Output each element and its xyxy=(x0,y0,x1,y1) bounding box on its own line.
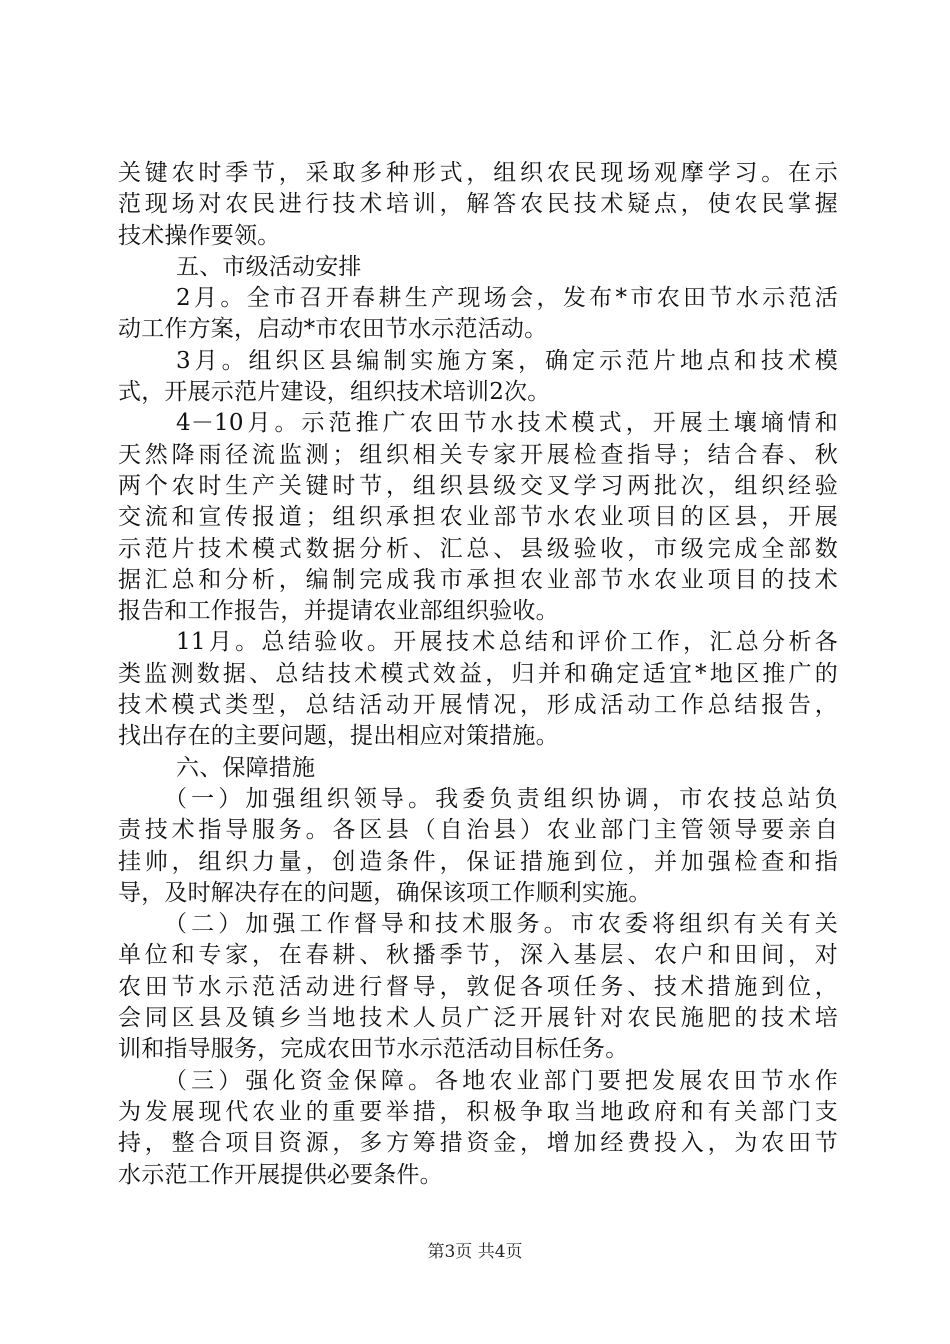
text-line: 水示范工作开展提供必要条件。 xyxy=(118,1161,443,1188)
text-line: 农田节水示范活动进行督导，敦促各项任务、技术措施到位， xyxy=(118,973,838,1000)
text-line: 范现场对农民进行技术培训，解答农民技术疑点，使农民掌握 xyxy=(118,191,838,218)
text-line: 单位和专家，在春耕、秋播季节，深入基层、农户和田间，对 xyxy=(118,942,838,969)
text-line: 六、保障措施 xyxy=(176,754,316,781)
text-line: （一）加强组织领导。我委负责组织协调，市农技总站负 xyxy=(164,785,838,812)
text-line: 动工作方案，启动*市农田节水示范活动。 xyxy=(118,316,548,343)
text-line: 责技术指导服务。各区县（自治县）农业部门主管领导要亲自 xyxy=(118,817,838,844)
text-line: 天然降雨径流监测；组织相关专家开展检查指导；结合春、秋 xyxy=(118,441,838,468)
text-line: 据汇总和分析，编制完成我市承担农业部节水农业项目的技术 xyxy=(118,566,838,593)
text-line: 挂帅，组织力量，创造条件，保证措施到位，并加强检查和指 xyxy=(118,848,838,875)
text-line: （二）加强工作督导和技术服务。市农委将组织有关有关 xyxy=(164,911,838,938)
text-line: 两个农时生产关键时节，组织县级交叉学习两批次，组织经验 xyxy=(118,472,838,499)
text-line: 交流和宣传报道；组织承担农业部节水农业项目的区县，开展 xyxy=(118,504,838,531)
text-line: 类监测数据、总结技术模式效益，归并和确定适宜*地区推广的 xyxy=(118,660,838,687)
text-line: 持，整合项目资源，多方筹措资金，增加经费投入，为农田节 xyxy=(118,1130,838,1157)
text-line: 技术操作要领。 xyxy=(118,222,281,249)
text-line: 示范片技术模式数据分析、汇总、县级验收，市级完成全部数 xyxy=(118,535,838,562)
text-line: 找出存在的主要问题，提出相应对策措施。 xyxy=(118,723,559,750)
document-body xyxy=(118,158,838,1191)
text-line: 式，开展示范片建设，组织技术培训2次。 xyxy=(118,379,551,406)
text-line: 导，及时解决存在的问题，确保该项工作顺利实施。 xyxy=(118,879,652,906)
page-footer: 第3页 共4页 xyxy=(427,1242,523,1262)
text-line: 会同区县及镇乡当地技术人员广泛开展针对农民施肥的技术培 xyxy=(118,1005,838,1032)
text-line: 关键农时季节，采取多种形式，组织农民现场观摩学习。在示 xyxy=(118,160,838,186)
text-line: 4－10月。示范推广农田节水技术模式，开展土壤墒情和 xyxy=(176,410,838,437)
text-line: 3月。组织区县编制实施方案，确定示范片地点和技术模 xyxy=(176,347,838,374)
text-line: 技术模式类型，总结活动开展情况，形成活动工作总结报告， xyxy=(118,692,838,719)
text-line: 五、市级活动安排 xyxy=(176,253,362,280)
text-line: 训和指导服务，完成农田节水示范活动目标任务。 xyxy=(118,1036,629,1063)
text-line: 2月。全市召开春耕生产现场会，发布*市农田节水示范活 xyxy=(176,285,838,312)
text-line: 11月。总结验收。开展技术总结和评价工作，汇总分析各 xyxy=(176,629,838,656)
text-line: 为发展现代农业的重要举措，积极争取当地政府和有关部门支 xyxy=(118,1098,838,1125)
text-line: （三）强化资金保障。各地农业部门要把发展农田节水作 xyxy=(164,1067,838,1094)
text-line: 报告和工作报告，并提请农业部组织验收。 xyxy=(118,598,559,625)
